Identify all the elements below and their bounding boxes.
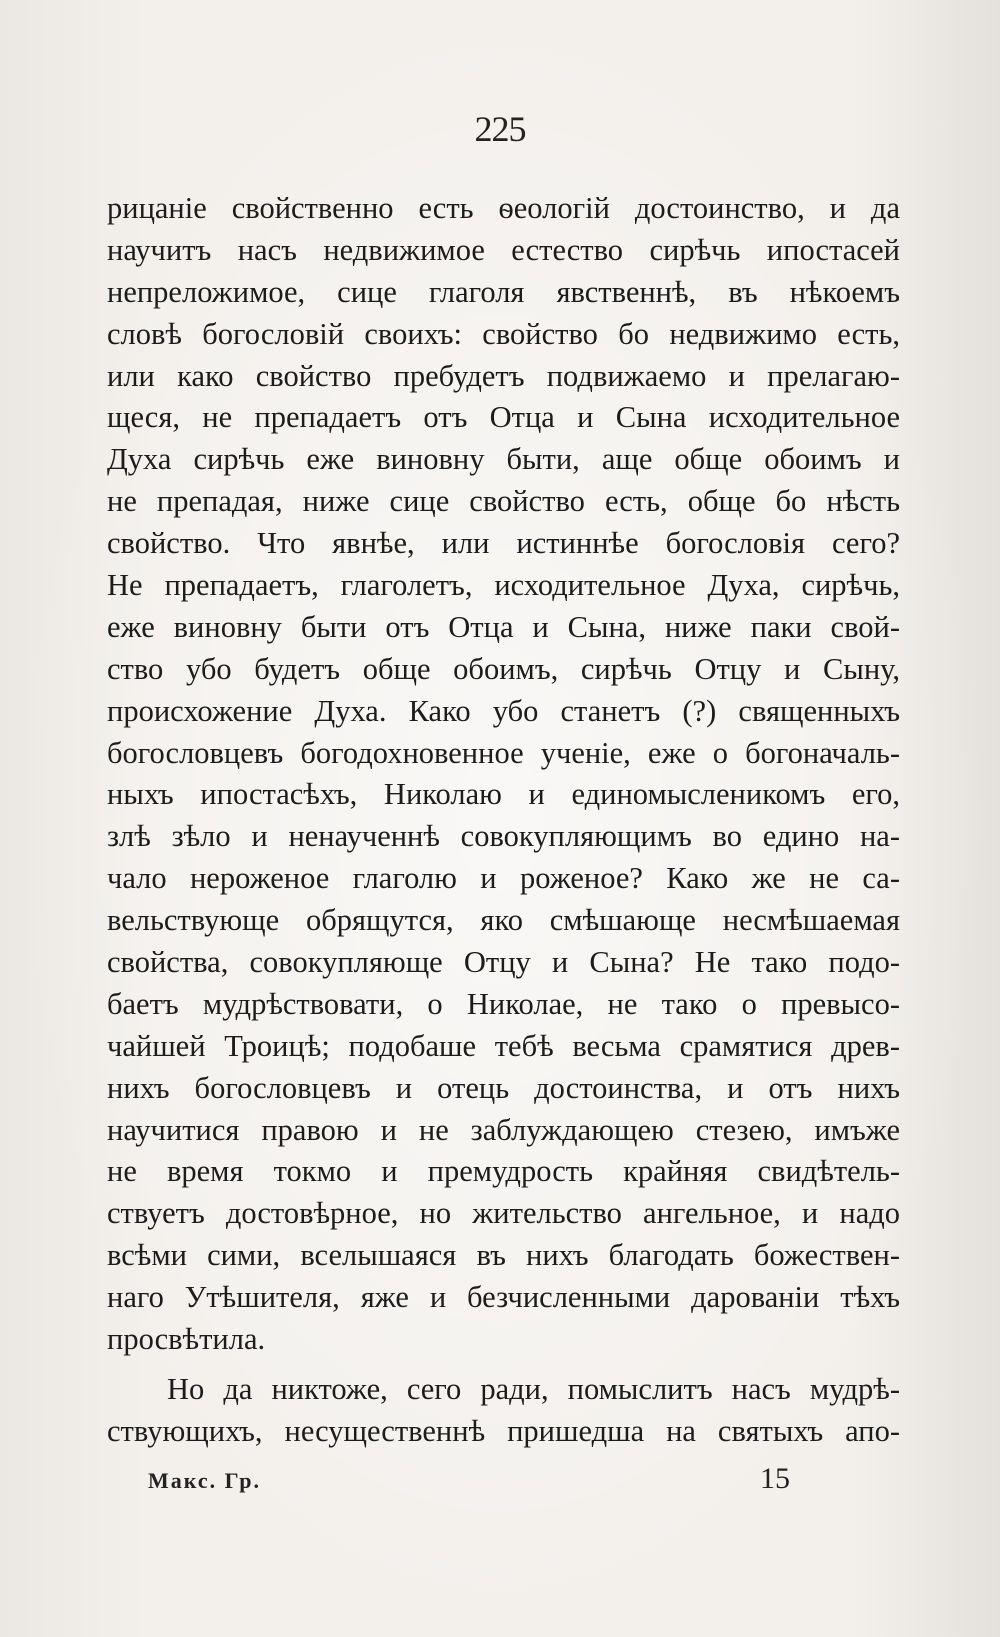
- text-line: баетъ мудрѣствовати, о Николае, не тако о превысо-: [107, 986, 900, 1021]
- page-number: 225: [474, 109, 526, 149]
- text-line: богословцевъ богодохновенное ученіе, еже о богоначаль-: [107, 735, 900, 770]
- text-line: щеся, не препадаетъ отъ Отца и Сына исходительное: [107, 400, 900, 435]
- text-line: всѣми сими, вселышаяся въ нихъ благодать божествен-: [107, 1238, 900, 1273]
- text-line: чайшей Троицѣ; подобаше тебѣ весьма срамятися древ-: [107, 1028, 900, 1063]
- text-line: просвѣтила.: [107, 1322, 266, 1357]
- text-line: происхожение Духа. Како убо станетъ (?) священныхъ: [107, 693, 900, 728]
- text-line: Не препадаетъ, глаголетъ, исходительное Духа, сирѣчь,: [107, 568, 900, 603]
- paragraph-gap: [107, 1361, 900, 1369]
- text-line: не время токмо и премудрость крайняя свидѣтель-: [107, 1154, 900, 1189]
- text-line: или како свойство пребудетъ подвижаемо и прелагаю-: [107, 358, 900, 393]
- text-line: еже виновну быти отъ Отца и Сына, ниже паки свой-: [107, 609, 900, 644]
- text-line: рицаніе свойственно есть ѳеологій достоинство, и да: [107, 191, 900, 225]
- text-line: чало нероженое глаголю и роженое? Како же не са-: [107, 861, 900, 896]
- text-line: нихъ богословцевъ и отець достоинства, и отъ нихъ: [107, 1070, 900, 1105]
- text-line: наго Утѣшителя, яже и безчисленными дарованіи тѣхъ: [107, 1280, 900, 1315]
- text-line: ныхъ ипостасѣхъ, Николаю и единомысленикомъ его,: [107, 777, 900, 812]
- text-line: непреложимое, сице глаголя явственнѣ, въ нѣкоемъ: [107, 274, 900, 309]
- text-line: научитъ насъ недвижимое естество сирѣчь ипостасей: [107, 232, 900, 267]
- body-text: [107, 188, 900, 1453]
- text-line: словѣ богословій своихъ: свойство бо недвижимо есть,: [107, 316, 900, 351]
- text-line: свойства, совокупляюще Отцу и Сына? Не тако подо-: [107, 945, 900, 980]
- text-line: Но да никтоже, сего ради, помыслитъ насъ мудрѣ-: [167, 1371, 900, 1406]
- text-line: вельствующе обрящутся, яко смѣшающе несмѣшаемая: [107, 903, 900, 938]
- text-line: ствующихъ, несущественнѣ пришедша на святыхъ апо-: [107, 1413, 900, 1448]
- text-line: ство убо будетъ обще обоимъ, сирѣчь Отцу и Сыну,: [107, 651, 900, 686]
- text-line: злѣ зѣло и ненаученнѣ совокупляющимъ во едино на-: [107, 819, 900, 854]
- text-line: научитися правою и не заблуждающею стезею, имъже: [107, 1112, 900, 1147]
- text-line: не препадая, ниже сице свойство есть, обще бо нѣсть: [107, 484, 900, 519]
- text-line: ствуетъ достовѣрное, но жительство ангельное, и надо: [107, 1196, 900, 1231]
- footer-sheet-number: 15: [760, 1462, 790, 1495]
- footer-signature: Макс. Гр.: [148, 1468, 262, 1493]
- text-line: свойство. Что явнѣе, или истиннѣе богословія сего?: [107, 526, 900, 561]
- text-line: Духа сирѣчь еже виновну быти, аще обще обоимъ и: [107, 442, 900, 477]
